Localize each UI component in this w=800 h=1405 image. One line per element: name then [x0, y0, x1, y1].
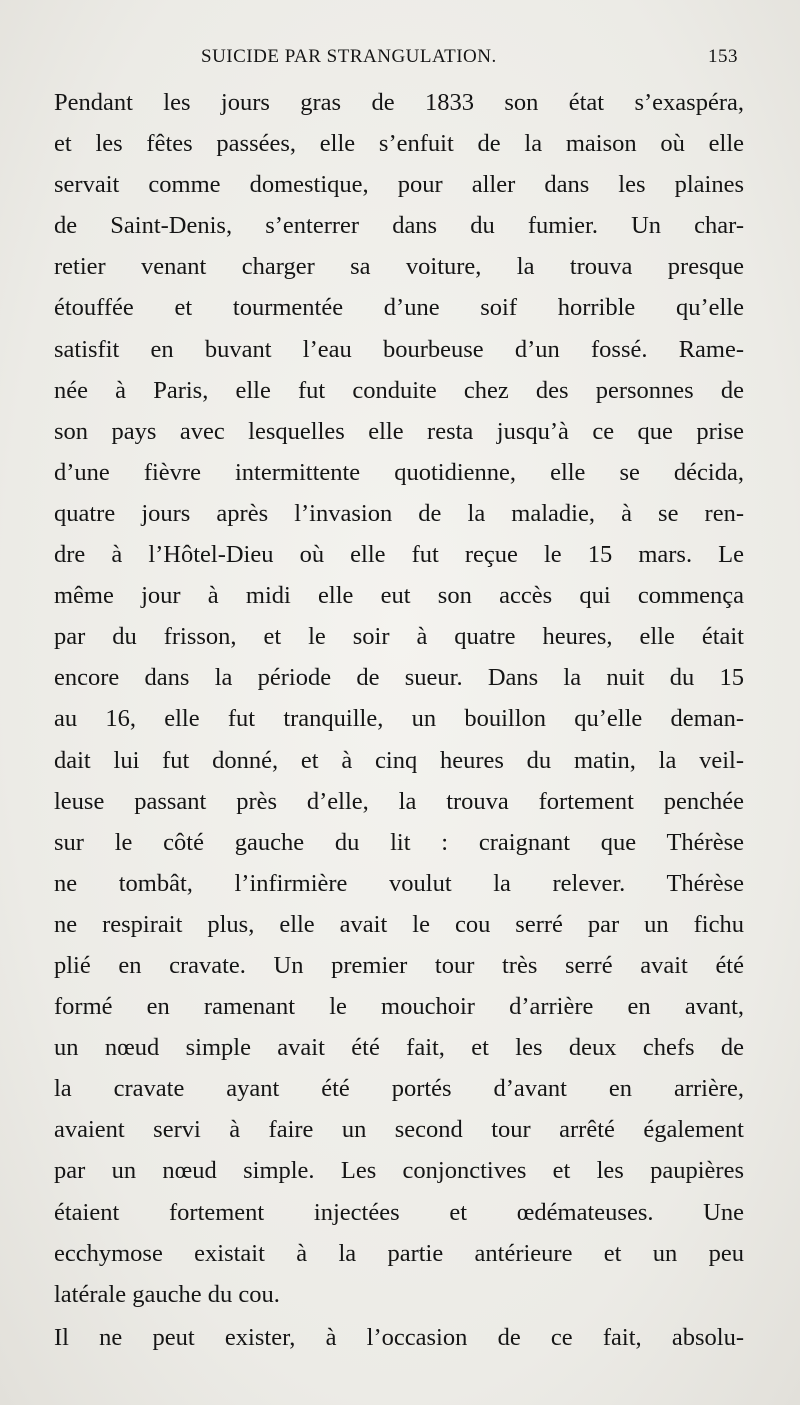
- text-line: ecchymose existait à la partie antérieure et un peu: [54, 1239, 744, 1267]
- text-line: avaient servi à faire un second tour arrêté également: [54, 1116, 744, 1144]
- text-line: étouffée et tourmentée d’une soif horrible qu’elle: [54, 294, 744, 322]
- text-line: ne tombât, l’infirmière voulut la relever. Thérèse: [54, 869, 744, 897]
- text-line: satisfit en buvant l’eau bourbeuse d’un fossé. Rame-: [54, 335, 744, 363]
- text-line: Il ne peut exister, à l’occasion de ce fait, absolu-: [54, 1324, 744, 1351]
- text-line: au 16, elle fut tranquille, un bouillon qu’elle deman-: [54, 705, 744, 733]
- text-line: dait lui fut donné, et à cinq heures du matin, la veil-: [54, 746, 744, 774]
- text-line: par du frisson, et le soir à quatre heures, elle était: [54, 623, 744, 651]
- text-line: latérale gauche du cou.: [54, 1280, 280, 1308]
- paragraph-1: [54, 82, 744, 1315]
- text-line: étaient fortement injectées et œdémateuses. Une: [54, 1198, 744, 1226]
- text-line: par un nœud simple. Les conjonctives et les paupières: [54, 1157, 744, 1185]
- page-number: 153: [708, 46, 738, 67]
- text-line: son pays avec lesquelles elle resta jusqu’à ce que prise: [54, 417, 744, 445]
- text-line: plié en cravate. Un premier tour très serré avait été: [54, 951, 744, 979]
- text-line: née à Paris, elle fut conduite chez des personnes de: [54, 376, 744, 404]
- text-line: Pendant les jours gras de 1833 son état s’exaspéra,: [54, 89, 744, 116]
- text-line: de Saint-Denis, s’enterrer dans du fumier. Un char-: [54, 212, 744, 240]
- text-line: leuse passant près d’elle, la trouva fortement penchée: [54, 787, 744, 815]
- text-line: retier venant charger sa voiture, la trouva presque: [54, 253, 744, 281]
- running-head: [56, 46, 742, 76]
- text-line: formé en ramenant le mouchoir d’arrière en avant,: [54, 993, 744, 1021]
- text-line: encore dans la période de sueur. Dans la nuit du 15: [54, 664, 744, 692]
- paragraph-2: [54, 1317, 744, 1358]
- text-line: dre à l’Hôtel-Dieu où elle fut reçue le 15 mars. Le: [54, 541, 744, 569]
- text-line: même jour à midi elle eut son accès qui commença: [54, 582, 744, 610]
- text-line: et les fêtes passées, elle s’enfuit de la maison où elle: [54, 130, 744, 158]
- text-line: ne respirait plus, elle avait le cou serré par un fichu: [54, 910, 744, 938]
- text-line: servait comme domestique, pour aller dans les plaines: [54, 171, 744, 199]
- text-line: un nœud simple avait été fait, et les deux chefs de: [54, 1034, 744, 1062]
- text-line: la cravate ayant été portés d’avant en arrière,: [54, 1075, 744, 1103]
- text-line: sur le côté gauche du lit : craignant que Thérèse: [54, 828, 744, 856]
- text-line: d’une fièvre intermittente quotidienne, elle se décida,: [54, 458, 744, 486]
- running-title: SUICIDE PAR STRANGULATION.: [201, 46, 497, 67]
- text-line: quatre jours après l’invasion de la maladie, à se ren-: [54, 499, 744, 527]
